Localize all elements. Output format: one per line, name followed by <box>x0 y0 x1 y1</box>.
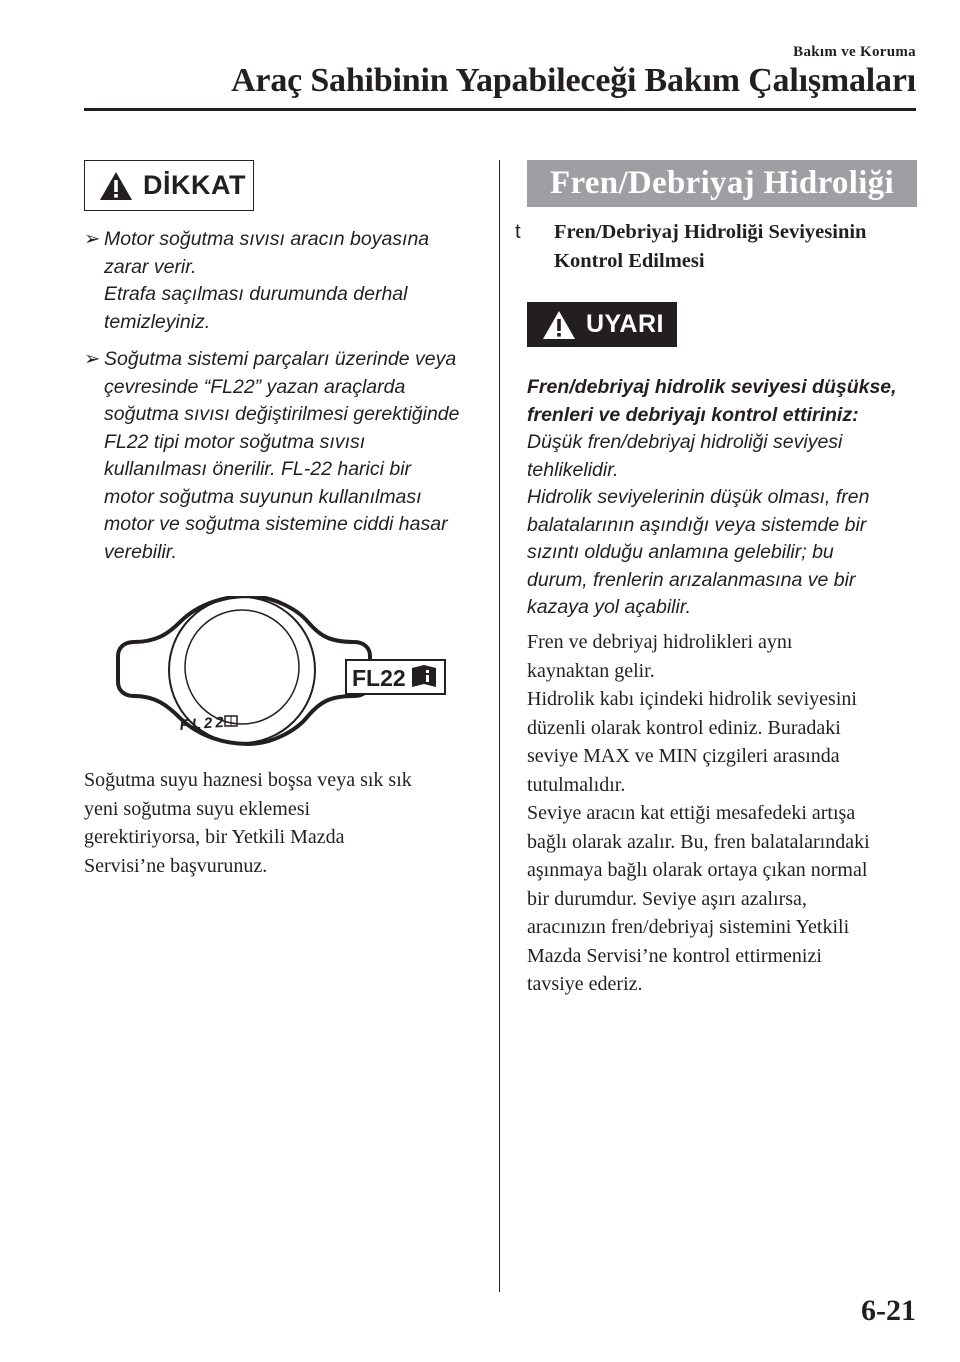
fl22-badge <box>346 660 445 694</box>
body-line: yeni soğutma suyu eklemesi <box>84 797 311 820</box>
badge-fl22-label: FL22 <box>352 665 406 691</box>
caution-item-line: motor soğutma suyunun kullanılması <box>104 485 422 508</box>
body-line: aracınızın fren/debriyaj sistemini Yetkili <box>527 916 850 938</box>
body-line: seviye MAX ve MIN çizgileri arasında <box>527 745 840 767</box>
section-label: Bakım ve Koruma <box>793 44 916 60</box>
caution-box <box>84 160 254 211</box>
body-line: Servisi’ne başvurunuz. <box>84 854 268 877</box>
subsection-title <box>515 218 866 275</box>
caution-item-line: zarar verir. <box>104 255 197 278</box>
column-divider <box>499 160 500 1292</box>
caution-item-line: motor ve soğutma sistemine ciddi hasar <box>104 513 448 535</box>
caution-item-line: Motor soğutma sıvısı aracın boyasına <box>104 228 430 250</box>
body-line: Seviye aracın kat ettiği mesafedeki artışa <box>527 802 856 824</box>
body-line: Mazda Servisi’ne kontrol ettirmenizi <box>527 944 822 967</box>
body-line: düzenli olarak kontrol ediniz. Buradaki <box>527 716 841 739</box>
header-rule <box>84 108 916 111</box>
page-number: 6-21 <box>861 1294 916 1327</box>
caution-item-line: kullanılması önerilir. FL-22 harici bir <box>104 458 412 480</box>
warning-line: balatalarının aşındığı veya sistemde bir <box>527 513 867 536</box>
caution-item-line: temizleyiniz. <box>104 310 211 333</box>
subsection-title-line: Kontrol Edilmesi <box>554 249 705 272</box>
body-line: bir durumdur. Seviye aşırı azalırsa, <box>527 887 807 910</box>
caution-item-line: Soğutma sistemi parçaları üzerinde veya <box>104 348 457 370</box>
left-body-text <box>84 766 412 880</box>
warning-bold-line: frenleri ve debriyajı kontrol ettiriniz: <box>527 403 859 426</box>
section-banner-title: Fren/Debriyaj Hidroliği <box>550 165 894 201</box>
warning-line: kazaya yol açabilir. <box>527 596 692 618</box>
radiator-cap-illustration <box>108 596 453 751</box>
section-banner <box>527 160 917 207</box>
warning-label: UYARI <box>586 310 664 338</box>
subsection-title-line: Fren/Debriyaj Hidroliği Seviyesinin <box>554 221 867 243</box>
body-line: Hidrolik kabı içindeki hidrolik seviyesini <box>527 688 857 710</box>
warning-line: sızıntı olduğu anlamına gelebilir; bu <box>527 541 834 563</box>
body-line: kaynaktan gelir. <box>527 659 655 682</box>
body-line: tutulmalıdır. <box>527 773 626 796</box>
body-line: gerektiriyorsa, bir Yetkili Mazda <box>84 826 345 848</box>
warning-triangle-icon <box>99 171 133 201</box>
body-line: Soğutma suyu haznesi boşsa veya sık sık <box>84 769 412 791</box>
caution-item-line: çevresinde “FL22” yazan araçlarda <box>104 375 406 398</box>
bullet-arrow-icon: ➢ <box>84 228 101 250</box>
body-line: bağlı olarak azalır. Bu, fren balatalarındaki <box>527 830 870 853</box>
caution-label: DİKKAT <box>143 170 246 200</box>
caution-item-line: verebilir. <box>104 540 177 563</box>
body-line: aşınmaya bağlı olarak ortaya çıkan normal <box>527 859 868 881</box>
bullet-arrow-icon: ➢ <box>84 348 101 370</box>
warning-triangle-icon <box>542 310 576 340</box>
caution-item-line: soğutma sıvısı değiştirilmesi gerektiğinde <box>104 403 460 425</box>
caution-item-line: Etrafa saçılması durumunda derhal <box>104 283 408 305</box>
warning-box <box>527 302 677 347</box>
body-line: Fren ve debriyaj hidrolikleri aynı <box>527 631 793 653</box>
body-line: tavsiye ederiz. <box>527 973 643 995</box>
caution-item-1 <box>84 226 474 336</box>
caution-item-2 <box>84 346 474 566</box>
right-body-text <box>527 628 870 999</box>
warning-text <box>527 374 897 622</box>
warning-line: tehlikelidir. <box>527 458 619 481</box>
manual-book-icon <box>412 665 436 687</box>
warning-line: Düşük fren/debriyaj hidroliği seviyesi <box>527 431 843 453</box>
caution-item-line: FL22 tipi motor soğutma sıvısı <box>104 430 366 453</box>
warning-line: Hidrolik seviyelerinin düşük olması, fren <box>527 486 870 508</box>
subsection-marker: t <box>515 220 521 243</box>
chapter-title: Araç Sahibinin Yapabileceği Bakım Çalışmaları <box>231 62 916 99</box>
cap-fl22-label: FL22 <box>179 713 228 734</box>
warning-line: durum, frenlerin arızalanmasına ve bir <box>527 568 856 591</box>
warning-bold-line: Fren/debriyaj hidrolik seviyesi düşükse, <box>527 376 897 398</box>
